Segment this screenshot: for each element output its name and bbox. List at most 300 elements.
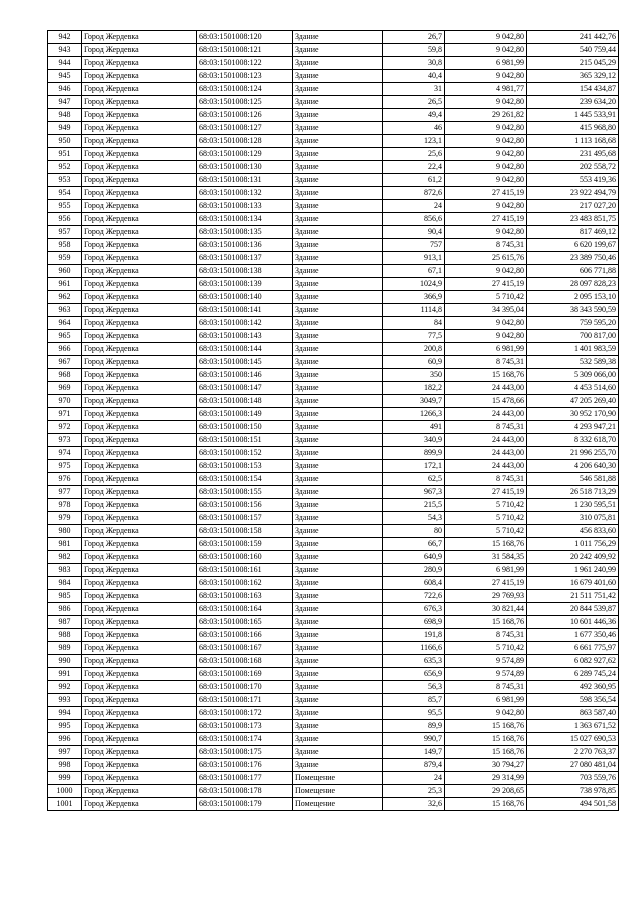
table-row [48,96,619,109]
unit-value-cell: 4 981,77 [445,83,527,96]
table-row [48,343,619,356]
cadastral-value-cell: 47 205 269,40 [527,395,619,408]
table-row [48,200,619,213]
table-row [48,460,619,473]
city-name-cell: Город Жердевка [82,200,197,213]
table-row [48,512,619,525]
unit-value-cell: 9 042,80 [445,226,527,239]
cadastral-number-cell: 68:03:1501008:129 [197,148,293,161]
row-number-cell: 971 [48,408,82,421]
city-name-cell: Город Жердевка [82,161,197,174]
cadastral-number-cell: 68:03:1501008:151 [197,434,293,447]
unit-value-cell: 9 574,89 [445,655,527,668]
area-cell: 26,7 [383,31,445,44]
table-row [48,265,619,278]
table-row [48,395,619,408]
city-name-cell: Город Жердевка [82,707,197,720]
object-type-cell: Здание [293,395,383,408]
city-name-cell: Город Жердевка [82,83,197,96]
table-row [48,564,619,577]
cadastral-value-cell: 202 558,72 [527,161,619,174]
unit-value-cell: 15 168,76 [445,733,527,746]
cadastral-number-cell: 68:03:1501008:148 [197,395,293,408]
unit-value-cell: 29 208,65 [445,785,527,798]
row-number-cell: 979 [48,512,82,525]
area-cell: 913,1 [383,252,445,265]
city-name-cell: Город Жердевка [82,525,197,538]
row-number-cell: 946 [48,83,82,96]
city-name-cell: Город Жердевка [82,226,197,239]
cadastral-number-cell: 68:03:1501008:139 [197,278,293,291]
cadastral-value-cell: 456 833,60 [527,525,619,538]
cadastral-value-cell: 532 589,38 [527,356,619,369]
row-number-cell: 1001 [48,798,82,811]
cadastral-value-cell: 1 445 533,91 [527,109,619,122]
cadastral-value-cell: 217 027,20 [527,200,619,213]
object-type-cell: Здание [293,44,383,57]
city-name-cell: Город Жердевка [82,122,197,135]
row-number-cell: 942 [48,31,82,44]
city-name-cell: Город Жердевка [82,278,197,291]
city-name-cell: Город Жердевка [82,447,197,460]
object-type-cell: Здание [293,122,383,135]
cadastral-value-cell: 20 844 539,87 [527,603,619,616]
cadastral-number-cell: 68:03:1501008:159 [197,538,293,551]
table-row [48,551,619,564]
object-type-cell: Здание [293,317,383,330]
cadastral-value-cell: 4 293 947,21 [527,421,619,434]
unit-value-cell: 27 415,19 [445,278,527,291]
cadastral-value-cell: 492 360,95 [527,681,619,694]
row-number-cell: 989 [48,642,82,655]
area-cell: 67,1 [383,265,445,278]
table-row [48,135,619,148]
area-cell: 60,9 [383,356,445,369]
unit-value-cell: 27 415,19 [445,486,527,499]
city-name-cell: Город Жердевка [82,499,197,512]
table-row [48,317,619,330]
row-number-cell: 981 [48,538,82,551]
object-type-cell: Здание [293,83,383,96]
cadastral-number-cell: 68:03:1501008:161 [197,564,293,577]
object-type-cell: Здание [293,109,383,122]
city-name-cell: Город Жердевка [82,629,197,642]
unit-value-cell: 9 042,80 [445,317,527,330]
cadastral-value-cell: 231 495,68 [527,148,619,161]
cadastral-value-cell: 15 027 690,53 [527,733,619,746]
city-name-cell: Город Жердевка [82,148,197,161]
table-row [48,681,619,694]
cadastral-number-cell: 68:03:1501008:133 [197,200,293,213]
cadastral-value-cell: 817 469,12 [527,226,619,239]
table-row [48,109,619,122]
object-type-cell: Здание [293,213,383,226]
cadastral-number-cell: 68:03:1501008:137 [197,252,293,265]
table-row [48,616,619,629]
object-type-cell: Здание [293,369,383,382]
table-row [48,655,619,668]
city-name-cell: Город Жердевка [82,681,197,694]
area-cell: 676,3 [383,603,445,616]
area-cell: 182,2 [383,382,445,395]
object-type-cell: Здание [293,31,383,44]
unit-value-cell: 9 042,80 [445,174,527,187]
row-number-cell: 963 [48,304,82,317]
object-type-cell: Здание [293,629,383,642]
area-cell: 872,6 [383,187,445,200]
cadastral-number-cell: 68:03:1501008:131 [197,174,293,187]
city-name-cell: Город Жердевка [82,213,197,226]
unit-value-cell: 5 710,42 [445,499,527,512]
unit-value-cell: 9 042,80 [445,161,527,174]
table-row [48,148,619,161]
area-cell: 56,3 [383,681,445,694]
object-type-cell: Здание [293,278,383,291]
unit-value-cell: 30 821,44 [445,603,527,616]
row-number-cell: 949 [48,122,82,135]
cadastral-value-cell: 154 434,87 [527,83,619,96]
area-cell: 1114,8 [383,304,445,317]
unit-value-cell: 5 710,42 [445,512,527,525]
row-number-cell: 968 [48,369,82,382]
object-type-cell: Здание [293,421,383,434]
city-name-cell: Город Жердевка [82,655,197,668]
cadastral-value-table [47,30,619,811]
area-cell: 340,9 [383,434,445,447]
cadastral-value-cell: 1 401 983,59 [527,343,619,356]
row-number-cell: 959 [48,252,82,265]
unit-value-cell: 31 584,35 [445,551,527,564]
unit-value-cell: 5 710,42 [445,642,527,655]
city-name-cell: Город Жердевка [82,174,197,187]
area-cell: 30,8 [383,57,445,70]
city-name-cell: Город Жердевка [82,395,197,408]
cadastral-value-cell: 23 389 750,46 [527,252,619,265]
area-cell: 640,9 [383,551,445,564]
object-type-cell: Здание [293,603,383,616]
area-cell: 899,9 [383,447,445,460]
area-cell: 77,5 [383,330,445,343]
unit-value-cell: 30 794,27 [445,759,527,772]
cadastral-number-cell: 68:03:1501008:167 [197,642,293,655]
unit-value-cell: 34 395,04 [445,304,527,317]
cadastral-number-cell: 68:03:1501008:153 [197,460,293,473]
table-row [48,421,619,434]
cadastral-value-cell: 10 601 446,36 [527,616,619,629]
row-number-cell: 986 [48,603,82,616]
city-name-cell: Город Жердевка [82,798,197,811]
cadastral-value-cell: 553 419,36 [527,174,619,187]
cadastral-value-cell: 1 230 595,51 [527,499,619,512]
area-cell: 84 [383,317,445,330]
object-type-cell: Здание [293,733,383,746]
cadastral-value-cell: 30 952 170,90 [527,408,619,421]
cadastral-value-cell: 4 206 640,30 [527,460,619,473]
area-cell: 24 [383,772,445,785]
cadastral-number-cell: 68:03:1501008:123 [197,70,293,83]
row-number-cell: 992 [48,681,82,694]
table-row [48,746,619,759]
area-cell: 656,9 [383,668,445,681]
unit-value-cell: 9 042,80 [445,31,527,44]
area-cell: 191,8 [383,629,445,642]
table-row [48,291,619,304]
cadastral-value-cell: 16 679 401,60 [527,577,619,590]
unit-value-cell: 15 168,76 [445,538,527,551]
cadastral-value-cell: 215 045,29 [527,57,619,70]
object-type-cell: Здание [293,577,383,590]
cadastral-value-cell: 38 343 590,59 [527,304,619,317]
cadastral-number-cell: 68:03:1501008:140 [197,291,293,304]
city-name-cell: Город Жердевка [82,551,197,564]
cadastral-value-cell: 1 363 671,52 [527,720,619,733]
city-name-cell: Город Жердевка [82,720,197,733]
object-type-cell: Здание [293,512,383,525]
area-cell: 66,7 [383,538,445,551]
cadastral-number-cell: 68:03:1501008:138 [197,265,293,278]
cadastral-number-cell: 68:03:1501008:146 [197,369,293,382]
table-row [48,356,619,369]
area-cell: 59,8 [383,44,445,57]
cadastral-number-cell: 68:03:1501008:121 [197,44,293,57]
cadastral-number-cell: 68:03:1501008:157 [197,512,293,525]
object-type-cell: Здание [293,499,383,512]
cadastral-value-cell: 1 961 240,99 [527,564,619,577]
city-name-cell: Город Жердевка [82,473,197,486]
area-cell: 698,9 [383,616,445,629]
city-name-cell: Город Жердевка [82,70,197,83]
unit-value-cell: 8 745,31 [445,421,527,434]
cadastral-number-cell: 68:03:1501008:173 [197,720,293,733]
city-name-cell: Город Жердевка [82,96,197,109]
row-number-cell: 967 [48,356,82,369]
object-type-cell: Здание [293,746,383,759]
table-row [48,304,619,317]
unit-value-cell: 15 168,76 [445,798,527,811]
row-number-cell: 991 [48,668,82,681]
table-row [48,187,619,200]
cadastral-number-cell: 68:03:1501008:141 [197,304,293,317]
city-name-cell: Город Жердевка [82,31,197,44]
row-number-cell: 984 [48,577,82,590]
table-body [48,31,619,811]
cadastral-number-cell: 68:03:1501008:164 [197,603,293,616]
unit-value-cell: 24 443,00 [445,382,527,395]
unit-value-cell: 5 710,42 [445,525,527,538]
unit-value-cell: 24 443,00 [445,447,527,460]
area-cell: 32,6 [383,798,445,811]
cadastral-value-cell: 21 511 751,42 [527,590,619,603]
table-row [48,70,619,83]
cadastral-value-cell: 6 620 199,67 [527,239,619,252]
object-type-cell: Здание [293,525,383,538]
area-cell: 879,4 [383,759,445,772]
area-cell: 200,8 [383,343,445,356]
area-cell: 722,6 [383,590,445,603]
table-row [48,278,619,291]
unit-value-cell: 9 042,80 [445,44,527,57]
cadastral-value-cell: 1 113 168,68 [527,135,619,148]
cadastral-number-cell: 68:03:1501008:169 [197,668,293,681]
unit-value-cell: 6 981,99 [445,57,527,70]
unit-value-cell: 27 415,19 [445,213,527,226]
area-cell: 89,9 [383,720,445,733]
area-cell: 608,4 [383,577,445,590]
area-cell: 123,1 [383,135,445,148]
city-name-cell: Город Жердевка [82,356,197,369]
row-number-cell: 999 [48,772,82,785]
city-name-cell: Город Жердевка [82,616,197,629]
cadastral-number-cell: 68:03:1501008:126 [197,109,293,122]
city-name-cell: Город Жердевка [82,538,197,551]
object-type-cell: Здание [293,434,383,447]
area-cell: 757 [383,239,445,252]
row-number-cell: 966 [48,343,82,356]
area-cell: 54,3 [383,512,445,525]
object-type-cell: Здание [293,382,383,395]
area-cell: 967,3 [383,486,445,499]
row-number-cell: 995 [48,720,82,733]
cadastral-value-cell: 6 289 745,24 [527,668,619,681]
cadastral-number-cell: 68:03:1501008:136 [197,239,293,252]
row-number-cell: 956 [48,213,82,226]
cadastral-number-cell: 68:03:1501008:149 [197,408,293,421]
row-number-cell: 985 [48,590,82,603]
cadastral-number-cell: 68:03:1501008:147 [197,382,293,395]
table-row [48,720,619,733]
object-type-cell: Здание [293,252,383,265]
area-cell: 46 [383,122,445,135]
unit-value-cell: 9 042,80 [445,200,527,213]
area-cell: 172,1 [383,460,445,473]
table-row [48,603,619,616]
area-cell: 25,3 [383,785,445,798]
object-type-cell: Здание [293,408,383,421]
cadastral-number-cell: 68:03:1501008:156 [197,499,293,512]
cadastral-number-cell: 68:03:1501008:177 [197,772,293,785]
area-cell: 3049,7 [383,395,445,408]
cadastral-number-cell: 68:03:1501008:162 [197,577,293,590]
row-number-cell: 953 [48,174,82,187]
table-row [48,239,619,252]
city-name-cell: Город Жердевка [82,304,197,317]
row-number-cell: 988 [48,629,82,642]
area-cell: 491 [383,421,445,434]
row-number-cell: 974 [48,447,82,460]
row-number-cell: 977 [48,486,82,499]
area-cell: 22,4 [383,161,445,174]
row-number-cell: 945 [48,70,82,83]
table-row [48,57,619,70]
cadastral-value-cell: 8 332 618,70 [527,434,619,447]
unit-value-cell: 6 981,99 [445,343,527,356]
table-row [48,785,619,798]
table-row [48,473,619,486]
cadastral-number-cell: 68:03:1501008:171 [197,694,293,707]
unit-value-cell: 15 168,76 [445,369,527,382]
cadastral-value-cell: 23 483 851,75 [527,213,619,226]
area-cell: 95,5 [383,707,445,720]
city-name-cell: Город Жердевка [82,434,197,447]
unit-value-cell: 24 443,00 [445,408,527,421]
row-number-cell: 976 [48,473,82,486]
unit-value-cell: 15 168,76 [445,616,527,629]
object-type-cell: Здание [293,590,383,603]
cadastral-value-cell: 759 595,20 [527,317,619,330]
cadastral-value-cell: 598 356,54 [527,694,619,707]
area-cell: 40,4 [383,70,445,83]
row-number-cell: 998 [48,759,82,772]
table-row [48,590,619,603]
cadastral-value-cell: 28 097 828,23 [527,278,619,291]
city-name-cell: Город Жердевка [82,603,197,616]
cadastral-value-cell: 239 634,20 [527,96,619,109]
row-number-cell: 943 [48,44,82,57]
row-number-cell: 975 [48,460,82,473]
area-cell: 1024,9 [383,278,445,291]
unit-value-cell: 6 981,99 [445,694,527,707]
row-number-cell: 983 [48,564,82,577]
unit-value-cell: 29 314,99 [445,772,527,785]
unit-value-cell: 8 745,31 [445,356,527,369]
table-row [48,499,619,512]
document-page [47,30,618,811]
cadastral-number-cell: 68:03:1501008:132 [197,187,293,200]
object-type-cell: Здание [293,538,383,551]
table-row [48,668,619,681]
area-cell: 26,5 [383,96,445,109]
area-cell: 1166,6 [383,642,445,655]
cadastral-number-cell: 68:03:1501008:135 [197,226,293,239]
table-row [48,122,619,135]
table-row [48,733,619,746]
unit-value-cell: 9 042,80 [445,265,527,278]
object-type-cell: Здание [293,473,383,486]
city-name-cell: Город Жердевка [82,564,197,577]
unit-value-cell: 29 261,82 [445,109,527,122]
city-name-cell: Город Жердевка [82,330,197,343]
cadastral-value-cell: 863 587,40 [527,707,619,720]
area-cell: 24 [383,200,445,213]
area-cell: 635,3 [383,655,445,668]
row-number-cell: 969 [48,382,82,395]
area-cell: 49,4 [383,109,445,122]
object-type-cell: Здание [293,187,383,200]
object-type-cell: Здание [293,265,383,278]
unit-value-cell: 9 042,80 [445,707,527,720]
city-name-cell: Город Жердевка [82,369,197,382]
city-name-cell: Город Жердевка [82,733,197,746]
cadastral-number-cell: 68:03:1501008:158 [197,525,293,538]
cadastral-value-cell: 241 442,76 [527,31,619,44]
unit-value-cell: 9 042,80 [445,135,527,148]
cadastral-number-cell: 68:03:1501008:155 [197,486,293,499]
row-number-cell: 972 [48,421,82,434]
table-row [48,538,619,551]
object-type-cell: Здание [293,681,383,694]
table-row [48,161,619,174]
area-cell: 280,9 [383,564,445,577]
object-type-cell: Здание [293,148,383,161]
area-cell: 366,9 [383,291,445,304]
table-row [48,629,619,642]
cadastral-number-cell: 68:03:1501008:124 [197,83,293,96]
city-name-cell: Город Жердевка [82,109,197,122]
unit-value-cell: 9 042,80 [445,330,527,343]
object-type-cell: Здание [293,174,383,187]
row-number-cell: 994 [48,707,82,720]
object-type-cell: Здание [293,707,383,720]
